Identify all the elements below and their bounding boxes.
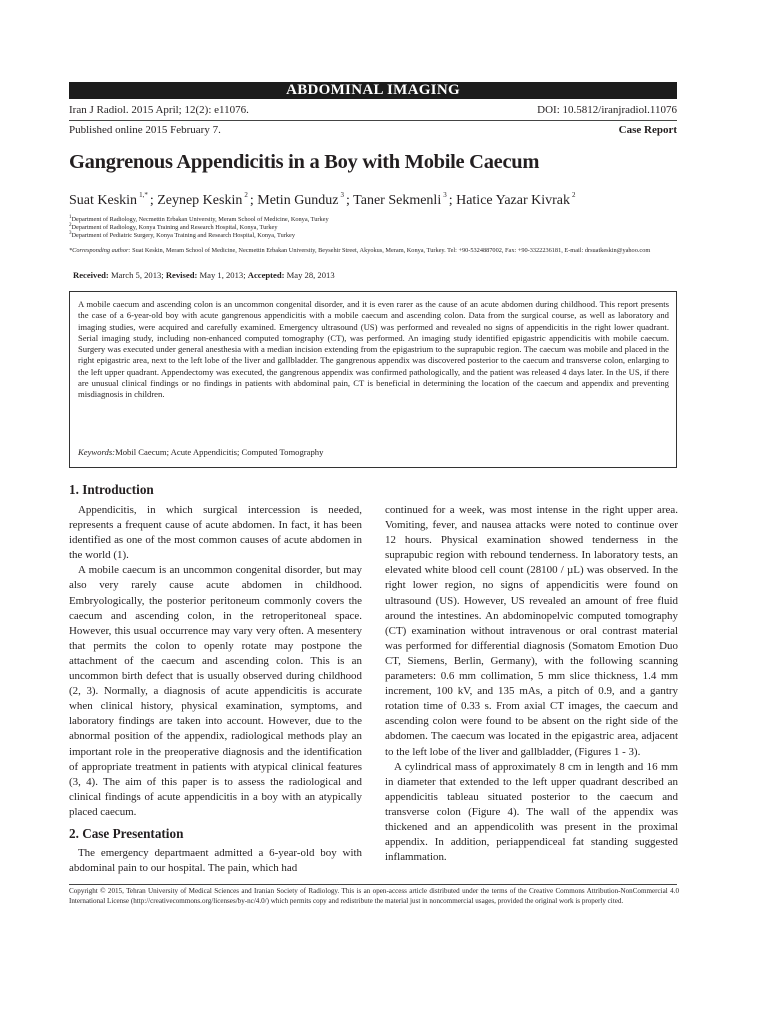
affiliation: $^1$Department of Radiology, Necmettin Erbakan University, Meram School of Medicine, Konya, Turkey (69, 215, 329, 223)
left-column (69, 503, 362, 820)
abstract-text: A mobile caecum and ascending colon is an uncommon congenital disorder, and it is even rarer as the cause of an acute abdomen during childhood. This report presents the case of a 6-year-old boy with acute gangrenous appendicitis with a mobile caecum and ascending colon. Data from the surgical course, as well as laboratory and imaging studies, were acquired and carefully examined. Emergency ultrasound (US) was performed and revealed no signs of appendicitis in the right lower quadrant. Serial imaging study, including non-enhanced computed tomography (CT), was performed. An imaging study identified epigastric appendicitis with mobile caecum. Surgery was executed under general anesthesia with a median incision extending from the epigastrium to the suprapubic region. The caecum was mobile and placed in the right epigastric area, next to the left lobe of the liver and gallbladder. The gangrenous appendix was discovered posterior to the caecum and transverse colon, enlarging to the left upper quadrant. Appendectomy was executed, the gangrenous appendix was confirmed pathologically, and the patient was released 4 days later. In the US, if there are unusual clinical findings or no findings in patients with abdominal pain, CT is beneficial in determining the location of the caecum and appendix and preventing misdiagnosis in children. (78, 299, 669, 400)
author-affiliation-mark: 1,* (139, 191, 148, 199)
article-type: Case Report (618, 124, 677, 136)
citation: Iran J Radiol. 2015 April; 12(2): e11076. (69, 104, 249, 116)
published-date: Published online 2015 February 7. (69, 124, 221, 136)
paragraph: The emergency departmaent admitted a 6-year-old boy with abdominal pain to our hospital. The pain, which had (69, 847, 362, 875)
footer-rule (69, 884, 677, 885)
author-affiliation-mark: 2 (572, 191, 576, 199)
paragraph: A mobile caecum is an uncommon congenital disorder, but may also very rarely cause acute abdomen in childhood. Embryologically, the posterior peritoneum commonly covers the caecum and ascending colon, in the retroperitoneal space. However, this usual occurrence may vary very often. A mesentery that permits the colon to openly rotate may postpone the attachment of the caecum and ascending colon. This is an uncommon birth defect that is usually observed during childhood (2, 3). Normally, a diagnosis of acute appendicitis is accurate when clinical history, physical examination, symptoms, and laboratory findings are taken into account. However, due to the abnormal position of the appendix, radiological methods play an important role in the preoperative diagnosis and the identification of appropriate treatment in patients with atypical clinical features (3, 4). The aim of this paper is to assess the radiological and clinical findings of acute appendicitis in a boy with an atypically placed caecum. (69, 564, 362, 818)
section-banner: ABDOMINAL IMAGING (69, 82, 677, 99)
author[interactable]: Suat Keskin (69, 193, 138, 208)
affiliation: $^3$Department of Pediatric Surgery, Konya Training and Research Hospital, Konya, Turkey (69, 231, 296, 239)
author-affiliation-mark: 3 (340, 191, 345, 199)
abstract-box (69, 291, 677, 468)
header-rule (69, 120, 677, 121)
article-title: Gangrenous Appendicitis in a Boy with Mobile Caecum (69, 151, 540, 173)
author[interactable]: Hatice Yazar Kivrak (456, 193, 570, 208)
article-dates: Received: March 5, 2013; Revised: May 1, 2013; Accepted: May 28, 2013 (73, 270, 335, 280)
section-heading-introduction: 1. Introduction (69, 482, 154, 497)
affiliation: $^2$Department of Radiology, Konya Training and Research Hospital, Konya, Turkey (69, 223, 278, 231)
right-column (385, 503, 678, 865)
corresponding-author: *Corresponding author: Suat Keskin, Meram School of Medicine, Necmettin Erbakan University, Beysehir Street, Akyokus, Meram, Konya, Turkey. Tel: +90-5324887002, Fax: +90-3322236181, E-mail: drsuatkeskin@yahoo.com (69, 247, 651, 254)
author[interactable]: Taner Sekmenli (353, 193, 442, 208)
author-affiliation-mark: 3 (443, 191, 447, 199)
left-column-case (69, 846, 362, 876)
author[interactable]: Zeynep Keskin (157, 193, 243, 208)
section-heading-case-presentation: 2. Case Presentation (69, 826, 184, 841)
author[interactable]: Metin Gunduz (257, 193, 339, 208)
keywords: Keywords:Mobil Caecum; Acute Appendicitis; Computed Tomography (78, 447, 324, 457)
paragraph: Appendicitis, in which surgical intercession is needed, represents a frequent cause of acute abdomen. In fact, it has been identified as one of the most common causes of acute abdomen in the world (1). (69, 504, 362, 562)
copyright-notice: Copyright © 2015, Tehran University of Medical Sciences and Iranian Society of Radiology. This is an open-access article distributed under the terms of the Creative Commons Attribution-NonCommercial 4.0 International License (http://creativecommons.org/licenses/by-nc/4.0/) which permits copy and redistribute the material just in noncommercial usages, provided the original work is properly cited. (69, 887, 679, 906)
author-list: Suat Keskin $^{1,*}$ ; Zeynep Keskin $^2$ ; Metin Gunduz $^3$ ; Taner Sekmenli $^3$ ; Hatice Yazar Kivrak $^2$ (69, 191, 576, 208)
doi[interactable]: DOI: 10.5812/iranjradiol.11076 (537, 104, 677, 116)
paragraph: A cylindrical mass of approximately 8 cm in length and 16 mm in diameter that extended to the left upper quadrant described an appendicitis tableau situated posterior to the caecum and transverse colon (Figure 4). The wall of the appendix was thickened and an appendicolith was present in the proximal appendix. In addition, periappendiceal fat standing suggested inflammation. (385, 760, 678, 864)
author-affiliation-mark: 2 (244, 191, 248, 199)
paragraph: continued for a week, was most intense in the right upper area. Vomiting, fever, and nausea attacks were noted to continue over 12 hours. Physical examination showed tenderness in the suprapubic region with rebound tenderness. In laboratory tests, an elevated white blood cell count (28100 / µL) was observed. In the right lower region, no signs of appendicitis were found on ultrasound (US). However, US revealed an amount of free fluid around the intestines. An abdominopelvic computed tomography (CT) examination without intravenous or oral contrast material was performed for differential diagnosis (Somatom Emotion Duo CT, Siemens, Berlin, Germany), with the following scanning parameters: 0.6 mm collimation, 5 mm slice thickness, 1.4 mm increment, 100 kV, and 135 mAs, a pitch of 0.9, and a gantry rotation time of 0.33 s. From axial CT images, the caecum and ascending colon were found to be absent on the right side of the abdomen. The caecum was located in the epigastric area, adjacent to the left lobe of the liver and gallbladder, (Figures 1 - 3). (385, 504, 678, 758)
